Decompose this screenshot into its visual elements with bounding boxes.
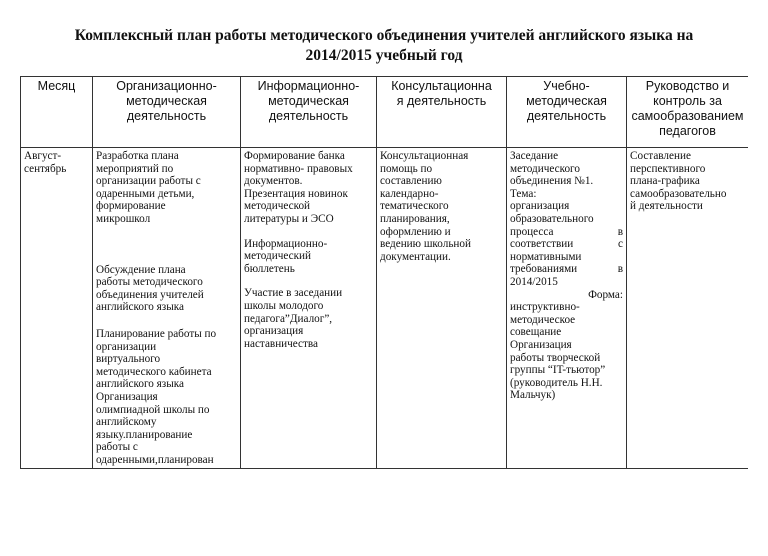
title-line-2: 2014/2015 учебный год	[305, 47, 463, 64]
edu-item-1: Заседание методического объединения №1. Тема: организация образовательного процесса	[510, 150, 594, 238]
header-control: Руководство и контроль за самообразованием педагогов	[627, 77, 749, 148]
cell-month: Август- сентябрь	[21, 148, 93, 469]
header-info-method: Информационно- методическая деятельность	[241, 77, 377, 148]
edu-item-2-tail: с	[618, 238, 623, 251]
edu-item-3: нормативными требованиями	[510, 250, 582, 276]
title-line-1: Комплексный план работы методического объединения учителей английского языка на	[74, 27, 694, 44]
edu-item-3-tail: в	[617, 263, 623, 276]
plan-table-container	[20, 76, 748, 556]
info-item-1: Формирование банка нормативно- правовых документов. Презентация новинок методической литературы и ЭСО	[244, 150, 353, 225]
edu-item-2: соответствии	[510, 238, 574, 251]
cell-control: Составление перспективного плана-графика самообразовательно й деятельности	[627, 148, 749, 469]
header-org-method: Организационно- методическая деятельность	[93, 77, 241, 148]
document-title	[20, 26, 748, 66]
header-month: Месяц	[21, 77, 93, 148]
org-item-2: Обсуждение плана работы методического объединения учителей английского языка	[96, 263, 204, 314]
cell-consult: Консультационная помощь по составлению календарно- тематического планирования, оформлению и ведению школьной документации.	[377, 148, 507, 469]
header-edu-method: Учебно- методическая деятельность	[507, 77, 627, 148]
org-item-1: Разработка плана мероприятий по организации работы с одаренными детьми, формирование микрошкол	[96, 150, 201, 225]
table-row	[21, 148, 749, 469]
edu-item-5: Форма:	[588, 288, 623, 301]
cell-info-method	[241, 148, 377, 469]
cell-org-method	[93, 148, 241, 469]
plan-table	[20, 76, 748, 469]
edu-item-6: инструктивно- методическое совещание Организация работы творческой группы “IT-тьютор” (руководитель Н.Н. Мальчук)	[510, 301, 606, 402]
cell-edu-method	[507, 148, 627, 469]
info-item-2: Информационно- методический бюллетень	[244, 237, 328, 275]
org-item-3: Планирование работы по организации виртуального методического кабинета английского языка Организация олимпиадной школы по английскому языку.планирование работы с одаренными,планирован	[96, 327, 217, 466]
info-item-3: Участие в заседании школы молодого педагога”Диалог”, организация наставничества	[244, 287, 343, 350]
header-consult: Консультационна я деятельность	[377, 77, 507, 148]
edu-item-4: 2014/2015	[510, 275, 558, 288]
edu-item-1-tail: в	[617, 225, 623, 238]
table-header-row	[21, 77, 749, 148]
